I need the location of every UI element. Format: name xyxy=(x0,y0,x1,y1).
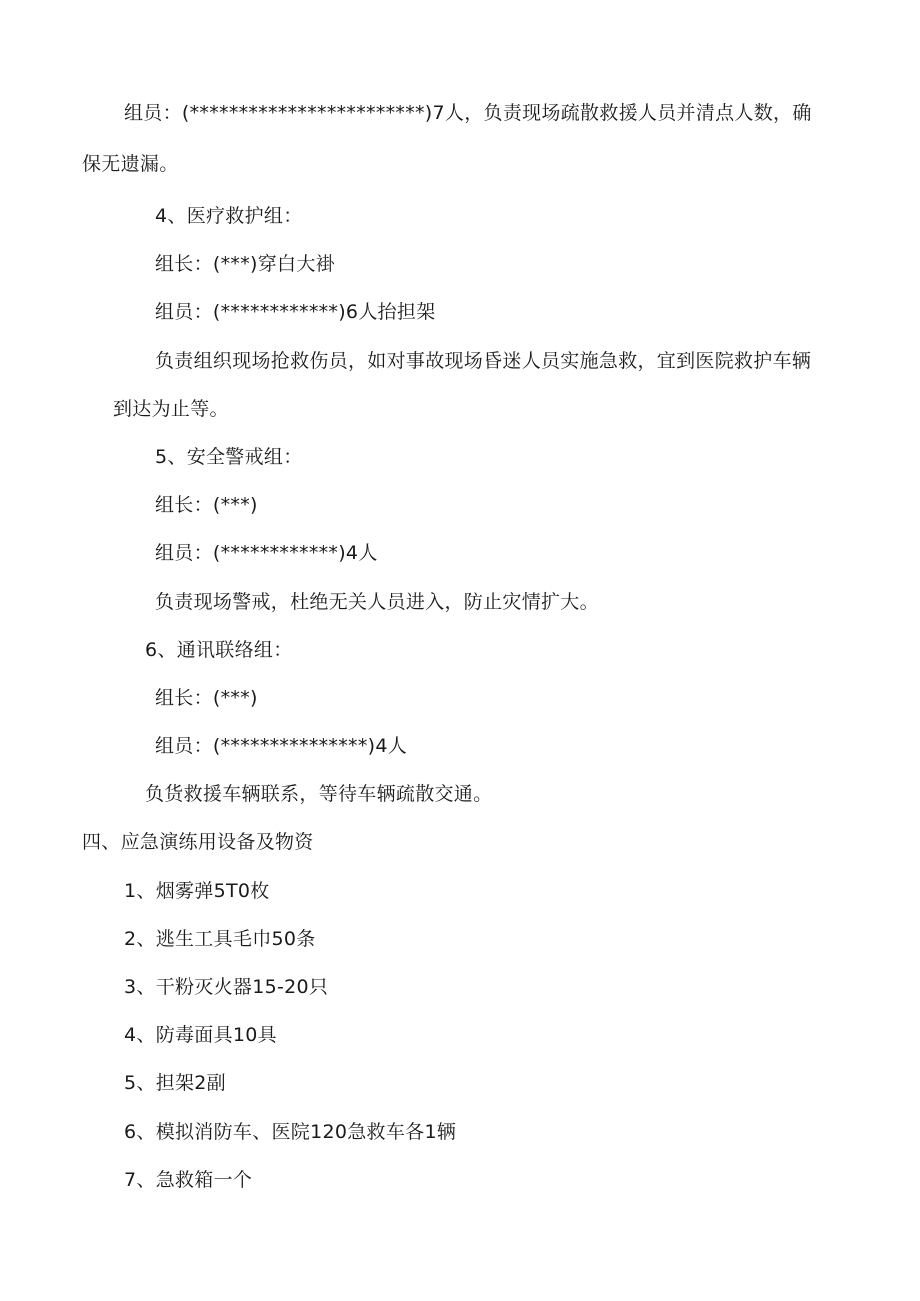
communication-group-heading: 6、通讯联络组： xyxy=(145,639,293,661)
equipment-item-7: 7、急救箱一个 xyxy=(124,1169,253,1191)
equipment-item-3: 3、干粉灭火器15-20只 xyxy=(124,976,329,998)
equipment-item-6: 6、模拟消防车、医院120急救车各1辆 xyxy=(124,1121,457,1143)
rescue-group-members-line-continued: 保无遗漏。 xyxy=(82,153,179,175)
communication-group-duty: 负货救援车辆联系，等待车辆疏散交通。 xyxy=(145,783,493,805)
medical-group-duty: 负责组织现场抢救伤员，如对事故现场昏迷人员实施急救，宜到医院救护车辆 xyxy=(155,350,812,372)
communication-group-leader: 组长：(***) xyxy=(155,687,258,709)
equipment-item-2: 2、逃生工具毛巾50条 xyxy=(124,928,316,950)
security-group-heading: 5、安全警戒组： xyxy=(155,446,303,468)
security-group-members: 组员：(************)4人 xyxy=(155,542,378,564)
equipment-item-5: 5、担架2副 xyxy=(124,1072,226,1094)
communication-group-members: 组员：(***************)4人 xyxy=(155,735,408,757)
medical-group-members: 组员：(************)6人抬担架 xyxy=(155,301,436,323)
rescue-group-members-line: 组员：(************************)7人，负责现场疏散救援人员并清点人数，确 xyxy=(124,102,812,124)
medical-group-leader: 组长：(***)穿白大褂 xyxy=(155,253,335,275)
equipment-item-4: 4、防毒面具10具 xyxy=(124,1024,277,1046)
equipment-item-1: 1、烟雾弹5T0枚 xyxy=(124,880,270,902)
medical-group-heading: 4、医疗救护组： xyxy=(155,205,303,227)
medical-group-duty-continued: 到达为止等。 xyxy=(113,398,229,420)
section-four-heading: 四、应急演练用设备及物资 xyxy=(82,831,314,853)
security-group-leader: 组长：(***) xyxy=(155,494,258,516)
security-group-duty: 负责现场警戒，杜绝无关人员进入，防止灾情扩大。 xyxy=(155,591,599,613)
